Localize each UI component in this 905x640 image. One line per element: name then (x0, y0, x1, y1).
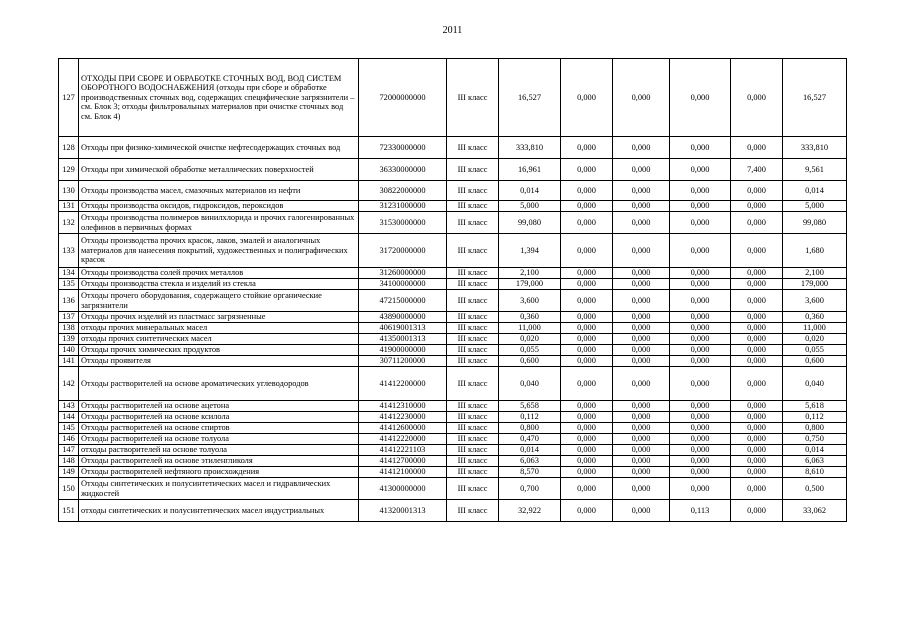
value-4: 0,113 (670, 500, 731, 522)
hazard-class: III класс (447, 201, 499, 212)
waste-code: 30711200000 (359, 356, 447, 367)
hazard-class: III класс (447, 478, 499, 500)
hazard-class: III класс (447, 59, 499, 137)
waste-name: Отходы растворителей на основе ксилола (79, 412, 359, 423)
waste-code: 41300000000 (359, 478, 447, 500)
value-1: 99,080 (499, 212, 561, 234)
table-row (59, 181, 847, 201)
waste-name: Отходы производства оксидов, гидроксидов, пероксидов (79, 201, 359, 212)
value-3: 0,000 (613, 234, 670, 268)
value-4: 0,000 (670, 268, 731, 279)
waste-code: 41412700000 (359, 456, 447, 467)
value-4: 0,000 (670, 137, 731, 159)
value-1: 0,470 (499, 434, 561, 445)
value-5: 0,000 (731, 434, 783, 445)
value-4: 0,000 (670, 212, 731, 234)
value-5: 0,000 (731, 279, 783, 290)
table-row (59, 334, 847, 345)
value-5: 0,000 (731, 412, 783, 423)
waste-name: Отходы производства масел, смазочных материалов из нефти (79, 181, 359, 201)
value-5: 0,000 (731, 334, 783, 345)
row-number: 137 (59, 312, 79, 323)
value-2: 0,000 (561, 159, 613, 181)
value-6: 0,600 (783, 356, 847, 367)
waste-code: 43890000000 (359, 312, 447, 323)
value-5: 0,000 (731, 201, 783, 212)
page-number: 2011 (442, 25, 463, 36)
hazard-class: III класс (447, 467, 499, 478)
value-3: 0,000 (613, 345, 670, 356)
value-5: 0,000 (731, 137, 783, 159)
value-4: 0,000 (670, 279, 731, 290)
value-5: 0,000 (731, 312, 783, 323)
table-row (59, 367, 847, 401)
value-6: 0,014 (783, 181, 847, 201)
value-4: 0,000 (670, 159, 731, 181)
value-6: 2,100 (783, 268, 847, 279)
table-row (59, 234, 847, 268)
value-6: 6,063 (783, 456, 847, 467)
row-number: 150 (59, 478, 79, 500)
value-3: 0,000 (613, 290, 670, 312)
waste-code: 72000000000 (359, 59, 447, 137)
value-2: 0,000 (561, 323, 613, 334)
row-number: 134 (59, 268, 79, 279)
table-row (59, 456, 847, 467)
value-3: 0,000 (613, 367, 670, 401)
value-1: 16,527 (499, 59, 561, 137)
row-number: 145 (59, 423, 79, 434)
value-5: 0,000 (731, 478, 783, 500)
value-4: 0,000 (670, 401, 731, 412)
waste-name: Отходы растворителей на основе этиленгликоля (79, 456, 359, 467)
value-1: 0,014 (499, 445, 561, 456)
row-number: 127 (59, 59, 79, 137)
value-6: 0,360 (783, 312, 847, 323)
value-3: 0,000 (613, 434, 670, 445)
row-number: 146 (59, 434, 79, 445)
value-6: 5,618 (783, 401, 847, 412)
waste-name: Отходы растворителей нефтяного происхождения (79, 467, 359, 478)
waste-name: Отходы растворителей на основе спиртов (79, 423, 359, 434)
hazard-class: III класс (447, 412, 499, 423)
waste-code: 47215000000 (359, 290, 447, 312)
waste-code: 72330000000 (359, 137, 447, 159)
hazard-class: III класс (447, 234, 499, 268)
waste-code: 31530000000 (359, 212, 447, 234)
value-6: 333,810 (783, 137, 847, 159)
value-3: 0,000 (613, 467, 670, 478)
value-5: 0,000 (731, 212, 783, 234)
table-row (59, 137, 847, 159)
waste-name: Отходы растворителей на основе ароматических углеводородов (79, 367, 359, 401)
value-3: 0,000 (613, 478, 670, 500)
value-6: 1,680 (783, 234, 847, 268)
value-2: 0,000 (561, 290, 613, 312)
hazard-class: III класс (447, 290, 499, 312)
hazard-class: III класс (447, 456, 499, 467)
value-2: 0,000 (561, 434, 613, 445)
hazard-class: III класс (447, 268, 499, 279)
value-6: 33,062 (783, 500, 847, 522)
value-3: 0,000 (613, 423, 670, 434)
value-2: 0,000 (561, 356, 613, 367)
value-1: 0,040 (499, 367, 561, 401)
value-4: 0,000 (670, 345, 731, 356)
waste-name: Отходы производства солей прочих металлов (79, 268, 359, 279)
value-2: 0,000 (561, 401, 613, 412)
waste-name: Отходы растворителей на основе ацетона (79, 401, 359, 412)
row-number: 133 (59, 234, 79, 268)
waste-code: 41900000000 (359, 345, 447, 356)
value-2: 0,000 (561, 212, 613, 234)
waste-code: 41412310000 (359, 401, 447, 412)
value-4: 0,000 (670, 367, 731, 401)
table-row (59, 478, 847, 500)
waste-code: 41320001313 (359, 500, 447, 522)
value-2: 0,000 (561, 268, 613, 279)
hazard-class: III класс (447, 356, 499, 367)
value-2: 0,000 (561, 478, 613, 500)
row-number: 130 (59, 181, 79, 201)
value-3: 0,000 (613, 212, 670, 234)
value-4: 0,000 (670, 234, 731, 268)
row-number: 143 (59, 401, 79, 412)
value-2: 0,000 (561, 137, 613, 159)
row-number: 144 (59, 412, 79, 423)
hazard-class: III класс (447, 312, 499, 323)
value-6: 5,000 (783, 201, 847, 212)
value-5: 0,000 (731, 456, 783, 467)
value-5: 0,000 (731, 234, 783, 268)
row-number: 132 (59, 212, 79, 234)
value-2: 0,000 (561, 500, 613, 522)
row-number: 135 (59, 279, 79, 290)
waste-name: отходы растворителей на основе толуола (79, 445, 359, 456)
value-1: 8,570 (499, 467, 561, 478)
table-row (59, 312, 847, 323)
value-2: 0,000 (561, 279, 613, 290)
value-3: 0,000 (613, 401, 670, 412)
value-4: 0,000 (670, 478, 731, 500)
value-1: 16,961 (499, 159, 561, 181)
value-3: 0,000 (613, 412, 670, 423)
waste-code: 36330000000 (359, 159, 447, 181)
value-5: 0,000 (731, 181, 783, 201)
value-5: 0,000 (731, 401, 783, 412)
value-4: 0,000 (670, 467, 731, 478)
value-1: 0,112 (499, 412, 561, 423)
waste-code: 41412600000 (359, 423, 447, 434)
waste-name: Отходы прочего оборудования, содержащего стойкие органические загрязнители (79, 290, 359, 312)
table-row (59, 500, 847, 522)
value-6: 0,500 (783, 478, 847, 500)
value-4: 0,000 (670, 434, 731, 445)
value-2: 0,000 (561, 59, 613, 137)
table-row (59, 445, 847, 456)
table-row (59, 201, 847, 212)
waste-code: 41412221103 (359, 445, 447, 456)
value-2: 0,000 (561, 423, 613, 434)
value-2: 0,000 (561, 445, 613, 456)
waste-name: Отходы производства стекла и изделий из стекла (79, 279, 359, 290)
row-number: 139 (59, 334, 79, 345)
hazard-class: III класс (447, 423, 499, 434)
waste-code: 41412200000 (359, 367, 447, 401)
waste-name: Отходы синтетических и полусинтетических масел и гидравлических жидкостей (79, 478, 359, 500)
value-5: 7,400 (731, 159, 783, 181)
value-1: 5,000 (499, 201, 561, 212)
value-6: 0,112 (783, 412, 847, 423)
row-number: 138 (59, 323, 79, 334)
value-4: 0,000 (670, 356, 731, 367)
value-3: 0,000 (613, 159, 670, 181)
value-4: 0,000 (670, 412, 731, 423)
value-1: 0,700 (499, 478, 561, 500)
value-1: 2,100 (499, 268, 561, 279)
table-row (59, 345, 847, 356)
hazard-class: III класс (447, 345, 499, 356)
value-3: 0,000 (613, 323, 670, 334)
waste-code: 41412220000 (359, 434, 447, 445)
row-number: 149 (59, 467, 79, 478)
value-6: 0,750 (783, 434, 847, 445)
value-6: 3,600 (783, 290, 847, 312)
value-3: 0,000 (613, 445, 670, 456)
hazard-class: III класс (447, 445, 499, 456)
value-3: 0,000 (613, 334, 670, 345)
waste-name: Отходы производства прочих красок, лаков, эмалей и аналогичных материалов для нанесения покрытий, художественных и полиграфических красок (79, 234, 359, 268)
table-row (59, 279, 847, 290)
hazard-class: III класс (447, 159, 499, 181)
table-row (59, 434, 847, 445)
value-6: 9,561 (783, 159, 847, 181)
table-body (59, 59, 847, 522)
value-2: 0,000 (561, 334, 613, 345)
value-1: 333,810 (499, 137, 561, 159)
value-3: 0,000 (613, 268, 670, 279)
row-number: 151 (59, 500, 79, 522)
value-3: 0,000 (613, 137, 670, 159)
table-row (59, 467, 847, 478)
value-3: 0,000 (613, 201, 670, 212)
value-4: 0,000 (670, 201, 731, 212)
table-row (59, 323, 847, 334)
value-5: 0,000 (731, 423, 783, 434)
row-number: 131 (59, 201, 79, 212)
waste-name: Отходы производства полимеров винилхлорида и прочих галогенированных олефинов в первичных формах (79, 212, 359, 234)
value-2: 0,000 (561, 467, 613, 478)
value-5: 0,000 (731, 345, 783, 356)
value-2: 0,000 (561, 201, 613, 212)
value-1: 0,020 (499, 334, 561, 345)
value-1: 0,360 (499, 312, 561, 323)
waste-code: 41412100000 (359, 467, 447, 478)
hazard-class: III класс (447, 434, 499, 445)
value-3: 0,000 (613, 59, 670, 137)
table-row (59, 356, 847, 367)
hazard-class: III класс (447, 500, 499, 522)
value-3: 0,000 (613, 312, 670, 323)
value-1: 0,055 (499, 345, 561, 356)
value-2: 0,000 (561, 456, 613, 467)
value-2: 0,000 (561, 412, 613, 423)
value-5: 0,000 (731, 323, 783, 334)
hazard-class: III класс (447, 137, 499, 159)
row-number: 136 (59, 290, 79, 312)
value-4: 0,000 (670, 334, 731, 345)
table-row (59, 212, 847, 234)
row-number: 141 (59, 356, 79, 367)
value-1: 179,000 (499, 279, 561, 290)
table-row (59, 412, 847, 423)
value-4: 0,000 (670, 445, 731, 456)
row-number: 148 (59, 456, 79, 467)
value-4: 0,000 (670, 59, 731, 137)
waste-code: 40619001313 (359, 323, 447, 334)
waste-name: Отходы при физико-химической очистке нефтесодержащих сточных вод (79, 137, 359, 159)
value-6: 0,800 (783, 423, 847, 434)
value-5: 0,000 (731, 500, 783, 522)
value-6: 0,014 (783, 445, 847, 456)
value-2: 0,000 (561, 234, 613, 268)
value-6: 99,080 (783, 212, 847, 234)
value-6: 0,055 (783, 345, 847, 356)
value-2: 0,000 (561, 312, 613, 323)
value-2: 0,000 (561, 345, 613, 356)
waste-name: отходы синтетических и полусинтетических масел индустриальных (79, 500, 359, 522)
value-6: 0,020 (783, 334, 847, 345)
table-row (59, 423, 847, 434)
table-row (59, 59, 847, 137)
value-1: 1,394 (499, 234, 561, 268)
value-4: 0,000 (670, 312, 731, 323)
hazard-class: III класс (447, 212, 499, 234)
value-1: 0,800 (499, 423, 561, 434)
row-number: 129 (59, 159, 79, 181)
value-6: 11,000 (783, 323, 847, 334)
waste-name: Отходы прочих изделий из пластмасс загрязненные (79, 312, 359, 323)
value-4: 0,000 (670, 181, 731, 201)
value-5: 0,000 (731, 467, 783, 478)
value-1: 32,922 (499, 500, 561, 522)
value-3: 0,000 (613, 456, 670, 467)
hazard-class: III класс (447, 323, 499, 334)
value-6: 179,000 (783, 279, 847, 290)
waste-code: 41412230000 (359, 412, 447, 423)
table-row (59, 159, 847, 181)
waste-name: Отходы растворителей на основе толуола (79, 434, 359, 445)
value-6: 8,610 (783, 467, 847, 478)
table-row (59, 268, 847, 279)
waste-code: 34100000000 (359, 279, 447, 290)
waste-name: Отходы при химической обработке металлических поверхностей (79, 159, 359, 181)
value-5: 0,000 (731, 445, 783, 456)
value-4: 0,000 (670, 456, 731, 467)
waste-code: 31260000000 (359, 268, 447, 279)
value-5: 0,000 (731, 59, 783, 137)
value-2: 0,000 (561, 367, 613, 401)
value-4: 0,000 (670, 423, 731, 434)
waste-name: Отходы прочих химических продуктов (79, 345, 359, 356)
hazard-class: III класс (447, 401, 499, 412)
table-row (59, 290, 847, 312)
hazard-class: III класс (447, 334, 499, 345)
value-3: 0,000 (613, 279, 670, 290)
value-5: 0,000 (731, 356, 783, 367)
value-5: 0,000 (731, 290, 783, 312)
waste-name: Отходы проявителя (79, 356, 359, 367)
value-6: 0,040 (783, 367, 847, 401)
row-number: 140 (59, 345, 79, 356)
value-1: 11,000 (499, 323, 561, 334)
waste-code: 31231000000 (359, 201, 447, 212)
value-4: 0,000 (670, 323, 731, 334)
value-1: 5,658 (499, 401, 561, 412)
waste-name: ОТХОДЫ ПРИ СБОРЕ И ОБРАБОТКЕ СТОЧНЫХ ВОД, ВОД СИСТЕМ ОБОРОТНОГО ВОДОСНАБЖЕНИЯ (отходы при сборе и обработке производственных сточных вод, содержащих специфические загрязнители – см. Блок 3; отходы фильтровальных материалов при очистке сточных вод см. Блок 4) (79, 59, 359, 137)
hazard-class: III класс (447, 181, 499, 201)
value-1: 0,014 (499, 181, 561, 201)
waste-code: 41350001313 (359, 334, 447, 345)
table-row (59, 401, 847, 412)
waste-code: 30822000000 (359, 181, 447, 201)
value-1: 3,600 (499, 290, 561, 312)
waste-name: отходы прочих синтетических масел (79, 334, 359, 345)
row-number: 142 (59, 367, 79, 401)
row-number: 128 (59, 137, 79, 159)
value-5: 0,000 (731, 268, 783, 279)
value-1: 0,600 (499, 356, 561, 367)
value-3: 0,000 (613, 356, 670, 367)
waste-code: 31720000000 (359, 234, 447, 268)
row-number: 147 (59, 445, 79, 456)
hazard-class: III класс (447, 367, 499, 401)
value-1: 6,063 (499, 456, 561, 467)
value-5: 0,000 (731, 367, 783, 401)
waste-table (58, 58, 847, 522)
value-2: 0,000 (561, 181, 613, 201)
value-6: 16,527 (783, 59, 847, 137)
value-4: 0,000 (670, 290, 731, 312)
waste-name: отходы прочих минеральных масел (79, 323, 359, 334)
value-3: 0,000 (613, 500, 670, 522)
hazard-class: III класс (447, 279, 499, 290)
value-3: 0,000 (613, 181, 670, 201)
